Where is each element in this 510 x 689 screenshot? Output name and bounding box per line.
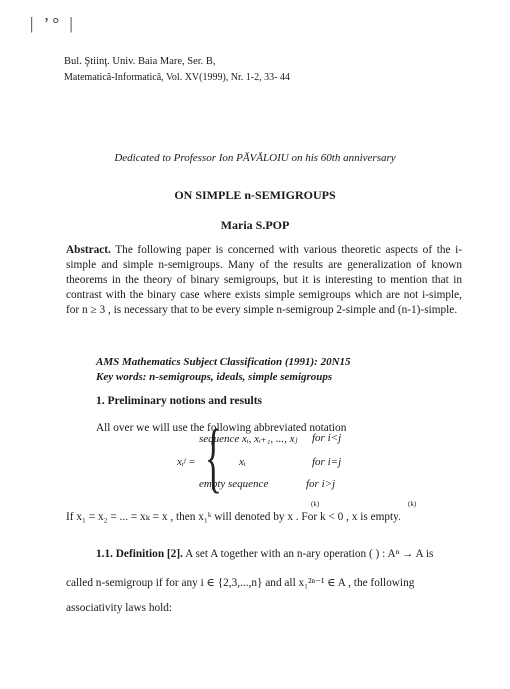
definition-line [96,548,433,560]
keywords: Key words: n-semigroups, ideals, simple semigroups [96,371,333,383]
k-superscript-mark-1: (k) [311,500,320,508]
ams-classification: AMS Mathematics Subject Classification (1991): 20N15 [96,356,351,368]
journal-header-line2: Matematică-Informatică, Vol. XV(1999), Nr. 1-2, 33- 44 [64,72,290,83]
corner-mark: | ’° | [30,14,76,33]
classification-block [96,355,351,385]
case-row2-expression: xᵢ [239,456,246,468]
abstract-text: The following paper is concerned with various theoretic aspects of the i-simple and simple n-semigroups. Many of the results are generalization of known theorems in the theory of binary semigroups, but it is interesting to mention that in contrast with the binary case where exists simple semigroups which are not i-simple, for n ≥ 3 , is necessary that to be every simple n-semigroup 2-simple and (n-1)-simple. [66,244,462,316]
case-row3-condition: for i>j [306,478,336,490]
case-row1-expression: sequence xᵢ, xᵢ₊₁, ..., xⱼ [199,433,298,445]
notation-lhs: xᵢʲ = [177,456,196,468]
case-row2-condition: for i=j [312,456,342,468]
definition-text: A set A together with an n-ary operation ( ) : Aⁿ → A is [182,548,434,560]
case-row1-condition: for i<j [312,432,342,444]
k-superscript-mark-2: (k) [408,500,417,508]
definition-continuation: called n-semigroup if for any i ∈ {2,3,...,n} and all x₁²ⁿ⁻¹ ∈ A , the following [66,577,415,589]
associativity-line: associativity laws hold: [66,602,173,614]
paper-author: Maria S.POP [220,218,290,232]
if-notation-line [66,510,466,523]
abstract-label: Abstract. [66,244,111,256]
journal-header-line1: Bul. Ştiinţ. Univ. Baia Mare, Ser. B, [64,56,216,67]
left-brace-icon: { [205,413,222,500]
paper-title: ON SIMPLE n-SEMIGROUPS [174,188,336,202]
section-heading: 1. Preliminary notions and results [96,395,263,407]
definition-label: 1.1. Definition [2]. [96,548,183,560]
section-intro: All over we will use the following abbreviated notation [96,422,347,434]
if-line-text: If x₁ = x₂ = ... = xₖ = x , then x₁ᵏ will denoted by x . For k < 0 , x is empty. [66,511,401,523]
dedication: Dedicated to Professor Ion PĂVĂLOIU on his 60th anniversary [114,152,396,164]
case-row3-expression: empty sequence [199,478,269,490]
abstract-paragraph [66,243,462,318]
